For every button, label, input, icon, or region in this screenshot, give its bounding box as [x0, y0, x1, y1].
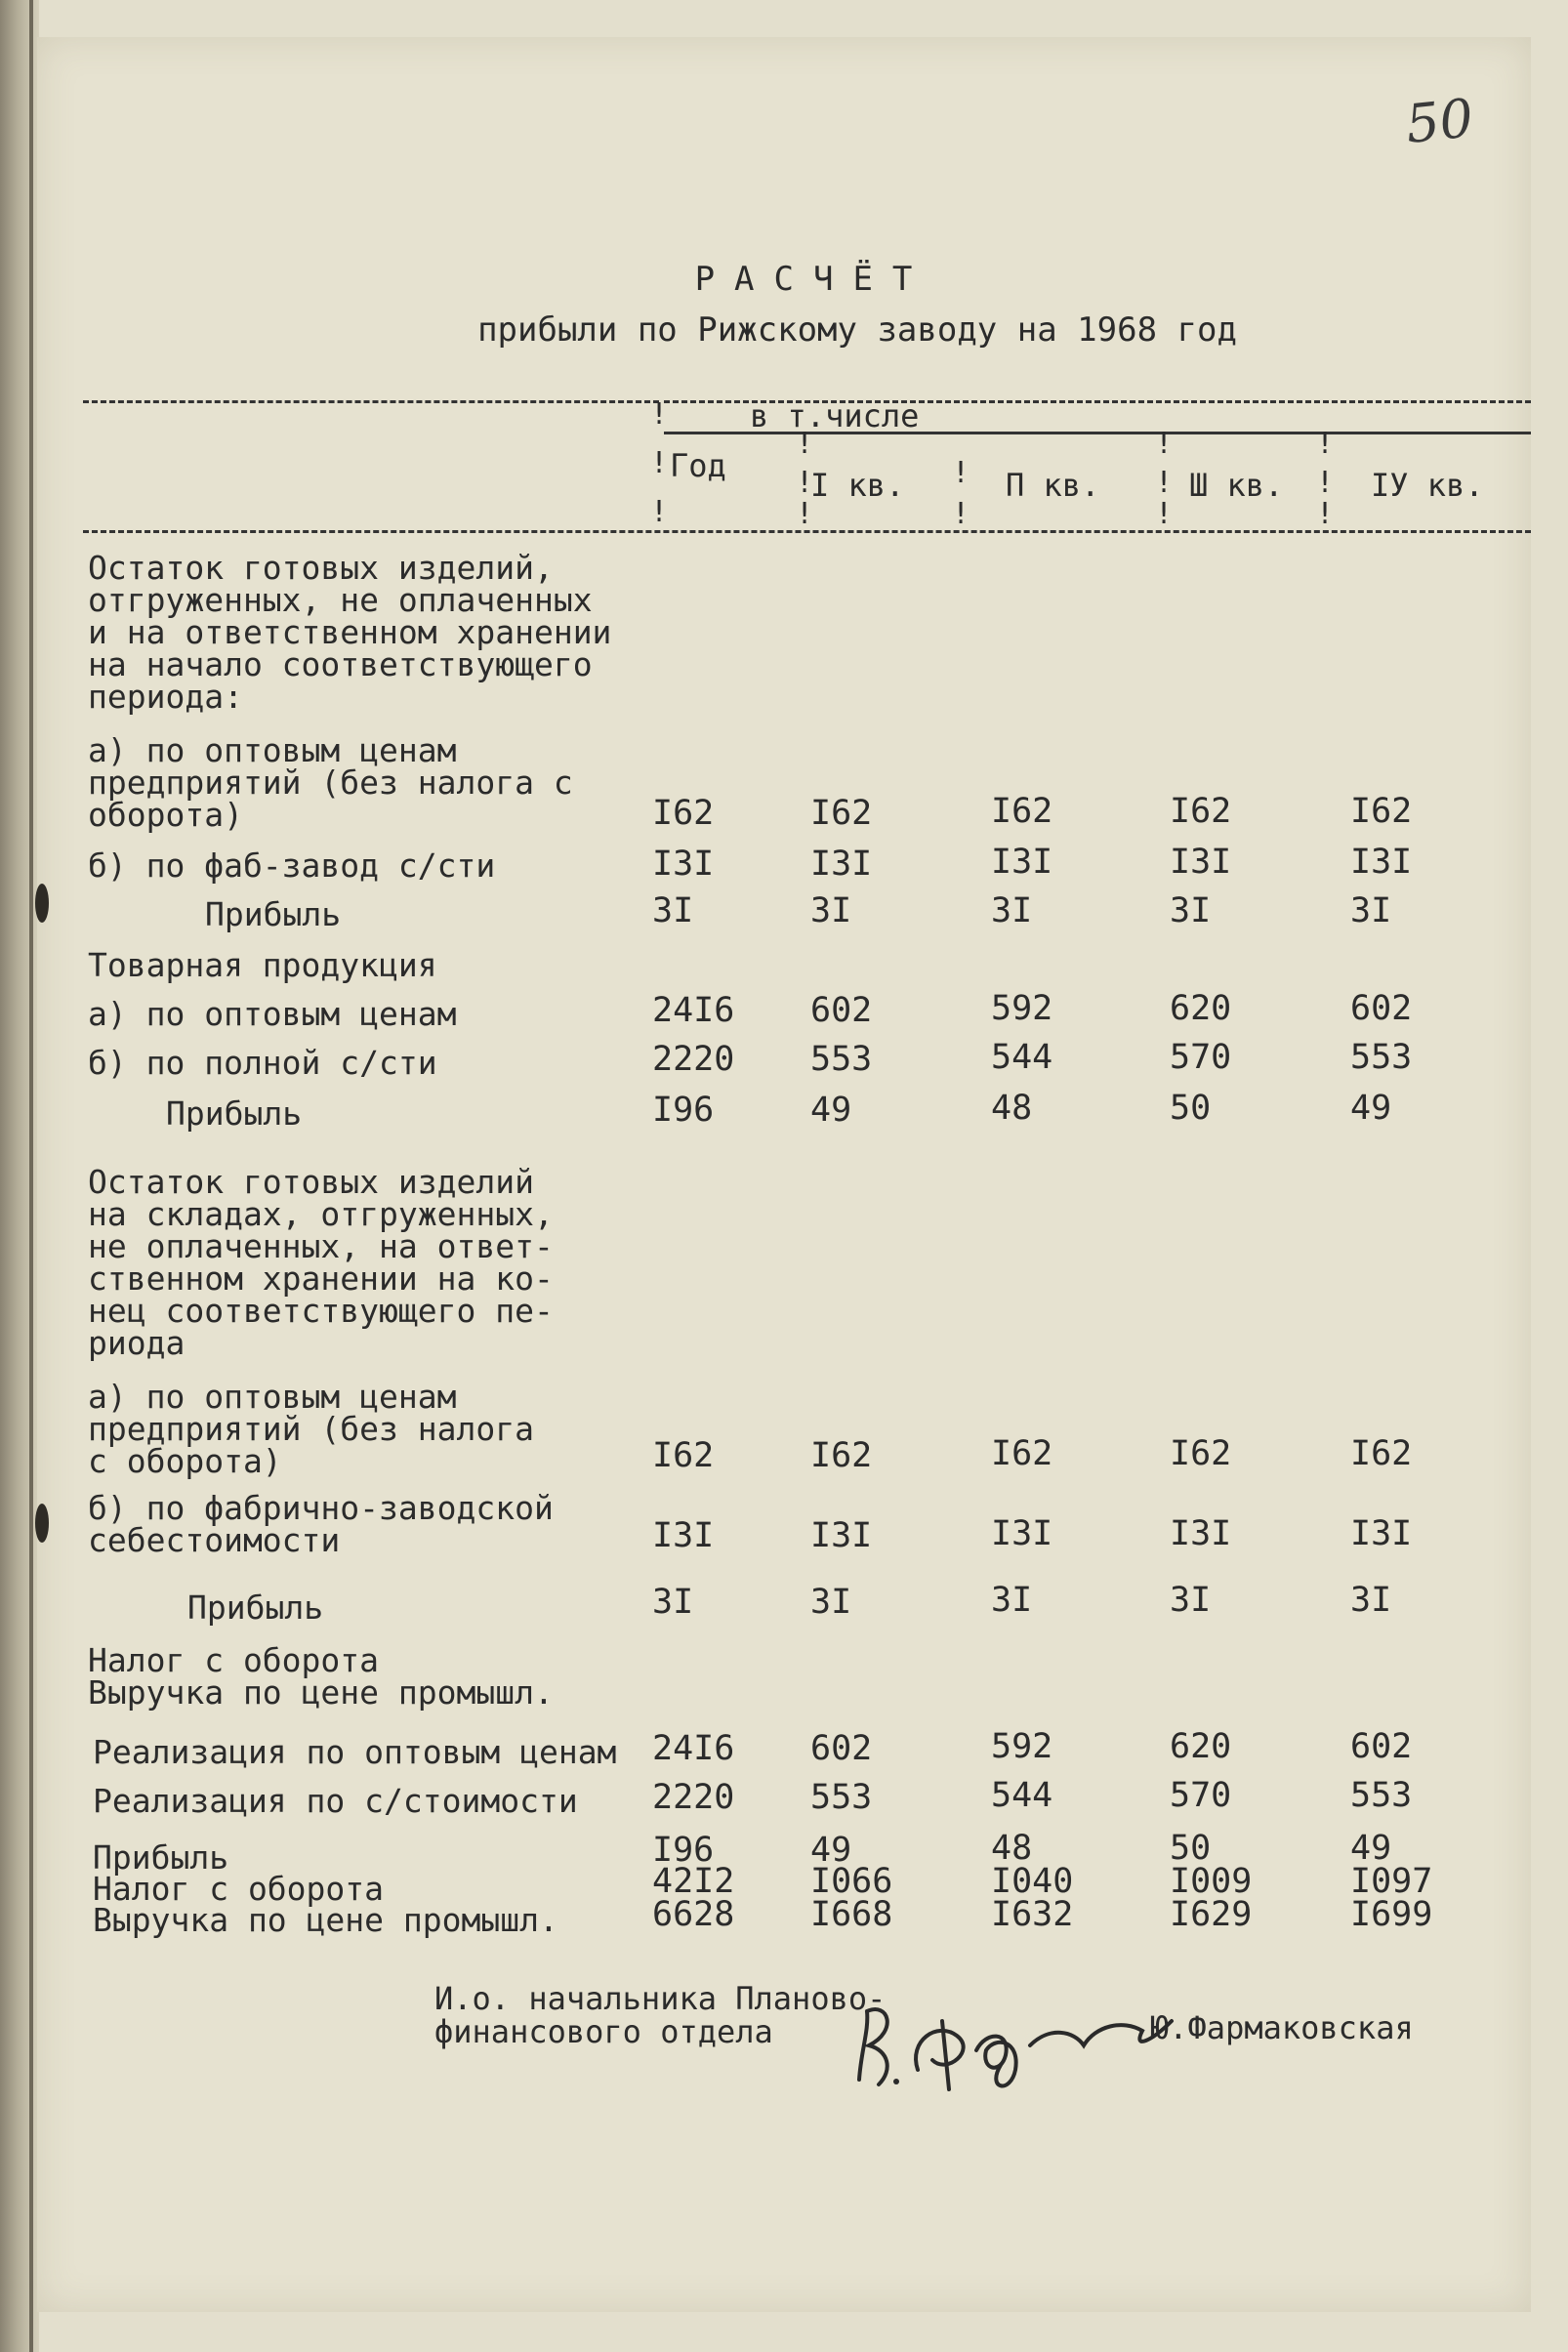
cell-q1: 553 — [810, 1778, 873, 1817]
row-label: б) по фаб-завод с/сти — [88, 846, 496, 885]
cell-year: 6628 — [652, 1895, 735, 1934]
cell-q2: I62 — [991, 1434, 1053, 1473]
cell-q2: 3I — [991, 1581, 1033, 1620]
cell-q2: 592 — [991, 1727, 1053, 1766]
cell-q3: I62 — [1170, 1434, 1232, 1473]
cell-q2: 592 — [991, 989, 1053, 1028]
cell-q4: 3I — [1350, 1581, 1392, 1620]
handwritten-signature-icon — [840, 1992, 1191, 2099]
cell-q2: I632 — [991, 1895, 1074, 1934]
row-label: Реализация по с/стоимости — [93, 1782, 578, 1820]
cell-year: I96 — [652, 1831, 715, 1870]
separator: ! — [1316, 466, 1335, 500]
cell-q4: I3I — [1350, 1514, 1413, 1553]
cell-q3: I62 — [1170, 792, 1232, 831]
cell-q2: I3I — [991, 843, 1053, 882]
separator: ! — [650, 495, 669, 529]
column-header-year: Год — [670, 447, 726, 484]
cell-year: 3I — [652, 891, 694, 930]
cell-q1: 49 — [810, 1091, 852, 1130]
separator: ! — [650, 397, 669, 432]
cell-q1: 602 — [810, 1729, 873, 1768]
cell-q2: 544 — [991, 1038, 1053, 1077]
cell-q1: I3I — [810, 845, 873, 884]
cell-q4: 3I — [1350, 891, 1392, 930]
cell-year: I62 — [652, 1436, 715, 1475]
cell-year: 2220 — [652, 1778, 735, 1817]
cell-year: I3I — [652, 845, 715, 884]
row-label: Выручка по цене промышл. — [93, 1901, 558, 1939]
cell-year: 24I6 — [652, 991, 735, 1030]
binder-edge — [29, 0, 33, 2352]
signature-name: Ю.Фармаковская — [1150, 2009, 1414, 2046]
cell-year: 2220 — [652, 1040, 735, 1079]
row-label: а) по оптовым ценам предприятий (без налога с оборота) — [88, 731, 573, 834]
cell-q3: 50 — [1170, 1089, 1212, 1128]
page-number: 50 — [1402, 87, 1476, 156]
cell-q3: 50 — [1170, 1829, 1212, 1868]
cell-q4: 602 — [1350, 989, 1413, 1028]
cell-q1: I3I — [810, 1516, 873, 1555]
separator: ! — [650, 446, 669, 480]
cell-year: 42I2 — [652, 1862, 735, 1901]
cell-q1: I62 — [810, 1436, 873, 1475]
cell-q1: 3I — [810, 1583, 852, 1622]
column-header-q4: IУ кв. — [1371, 467, 1484, 504]
cell-q3: 620 — [1170, 1727, 1232, 1766]
cell-year: I3I — [652, 1516, 715, 1555]
cell-q4: 602 — [1350, 1727, 1413, 1766]
separator: ! — [1155, 427, 1174, 461]
row-label: Остаток готовых изделий на складах, отгруженных, не оплаченных, на ответ- ственном хранении на ко- нец соответствующего пе- риода — [88, 1163, 554, 1362]
row-label: Остаток готовых изделий, отгруженных, не оплаченных и на ответственном хранении на начало соответствующего периода: — [88, 549, 612, 716]
including-header: в т.числе — [750, 397, 920, 434]
cell-q3: 570 — [1170, 1776, 1232, 1815]
cell-q3: 570 — [1170, 1038, 1232, 1077]
cell-q3: 3I — [1170, 891, 1212, 930]
row-label: Прибыль — [166, 1094, 303, 1133]
row-label: а) по оптовым ценам предприятий (без налога с оборота) — [88, 1378, 534, 1480]
cell-year: I96 — [652, 1091, 715, 1130]
cell-q1: 49 — [810, 1831, 852, 1870]
separator: ! — [796, 427, 814, 461]
row-label: Прибыль — [187, 1589, 324, 1627]
cell-year: I62 — [652, 794, 715, 833]
punch-hole-icon — [35, 1504, 49, 1543]
row-label: Прибыль — [205, 895, 342, 933]
cell-q2: 48 — [991, 1089, 1033, 1128]
cell-q2: I3I — [991, 1514, 1053, 1553]
column-header-q1: I кв. — [810, 467, 905, 504]
cell-q4: I3I — [1350, 843, 1413, 882]
cell-q4: 49 — [1350, 1829, 1392, 1868]
cell-q1: 602 — [810, 991, 873, 1030]
separator: ! — [952, 497, 970, 531]
cell-year: 24I6 — [652, 1729, 735, 1768]
cell-q3: 3I — [1170, 1581, 1212, 1620]
cell-q2: 48 — [991, 1829, 1033, 1868]
separator: ! — [1155, 497, 1174, 531]
cell-q2: 544 — [991, 1776, 1053, 1815]
document-title: РАСЧЁТ — [694, 260, 932, 299]
separator: ! — [952, 456, 970, 490]
punch-hole-icon — [35, 884, 49, 923]
separator: ! — [796, 466, 814, 500]
separator: ! — [796, 497, 814, 531]
cell-q4: I62 — [1350, 1434, 1413, 1473]
column-header-q3: Ш кв. — [1189, 467, 1284, 504]
cell-q4: I699 — [1350, 1895, 1433, 1934]
row-label: Товарная продукция — [88, 946, 437, 984]
cell-q2: I62 — [991, 792, 1053, 831]
document-subtitle: прибыли по Рижскому заводу на 1968 год — [477, 310, 1237, 350]
cell-q1: I62 — [810, 794, 873, 833]
cell-q2: 3I — [991, 891, 1033, 930]
cell-q3: I009 — [1170, 1862, 1253, 1901]
row-label: Налог с оборота Выручка по цене промышл. — [88, 1641, 554, 1712]
separator: ! — [1316, 427, 1335, 461]
row-label: Налог с оборота — [93, 1870, 385, 1908]
row-label: б) по фабрично-заводской себестоимости — [88, 1489, 554, 1559]
binder-spine — [0, 0, 39, 2352]
header-rule-left — [83, 400, 659, 403]
row-label: Прибыль — [93, 1838, 229, 1877]
cell-q4: 553 — [1350, 1038, 1413, 1077]
cell-q4: 49 — [1350, 1089, 1392, 1128]
row-label: а) по оптовым ценам — [88, 995, 457, 1033]
cell-q3: 620 — [1170, 989, 1232, 1028]
cell-q4: 553 — [1350, 1776, 1413, 1815]
signature-position: И.о. начальника Планово- финансового отдела — [434, 1980, 887, 2050]
cell-q3: I629 — [1170, 1895, 1253, 1934]
separator: ! — [1155, 466, 1174, 500]
cell-q3: I3I — [1170, 1514, 1232, 1553]
cell-q1: 3I — [810, 891, 852, 930]
row-label: б) по полной с/сти — [88, 1044, 437, 1082]
cell-q2: I040 — [991, 1862, 1074, 1901]
cell-year: 3I — [652, 1583, 694, 1622]
column-header-q2: П кв. — [1006, 467, 1100, 504]
cell-q4: I62 — [1350, 792, 1413, 831]
row-label: Реализация по оптовым ценам — [93, 1733, 617, 1771]
cell-q3: I3I — [1170, 843, 1232, 882]
cell-q1: I668 — [810, 1895, 893, 1934]
cell-q1: 553 — [810, 1040, 873, 1079]
separator: ! — [1316, 497, 1335, 531]
cell-q4: I097 — [1350, 1862, 1433, 1901]
cell-q1: I066 — [810, 1862, 893, 1901]
